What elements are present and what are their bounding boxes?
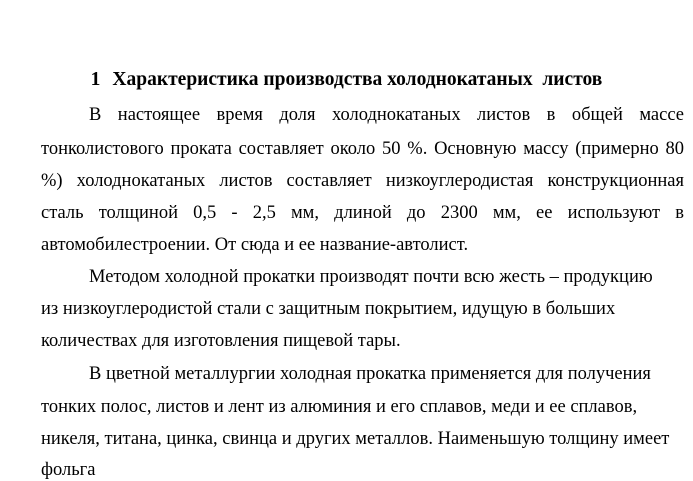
text-line: никеля, титана, цинка, свинца и других металлов. Наименьшую толщину имеет [41, 429, 670, 449]
text-line: автомобилестроении. От сюда и ее название-автолист. [41, 235, 469, 255]
section-heading [0, 68, 693, 92]
text-line: В цветной металлургии холодная прокатка применяется для получения [89, 364, 651, 384]
text-line: %) холоднокатаных листов составляет низкоуглеродистая конструкционная [41, 171, 684, 191]
text-line: количествах для изготовления пищевой тары. [41, 331, 401, 351]
text-line: Методом холодной прокатки производят почти всю жесть – продукцию [89, 267, 653, 287]
section-number: 1 [90, 69, 101, 90]
text-line: фольга [41, 460, 96, 480]
text-line: В настоящее время доля холоднокатаных листов в общей массе [89, 105, 684, 125]
text-line: тонких полос, листов и лент из алюминия и его сплавов, меди и ее сплавов, [41, 397, 638, 417]
text-line: тонколистового проката составляет около 50 %. Основную массу (примерно 80 [41, 139, 684, 159]
text-line: сталь толщиной 0,5 - 2,5 мм, длиной до 2300 мм, ее используют в [41, 203, 684, 223]
text-line: из низкоуглеродистой стали с защитным покрытием, идущую в больших [41, 299, 616, 319]
section-title: Характеристика производства холоднокатаных листов [112, 69, 603, 90]
